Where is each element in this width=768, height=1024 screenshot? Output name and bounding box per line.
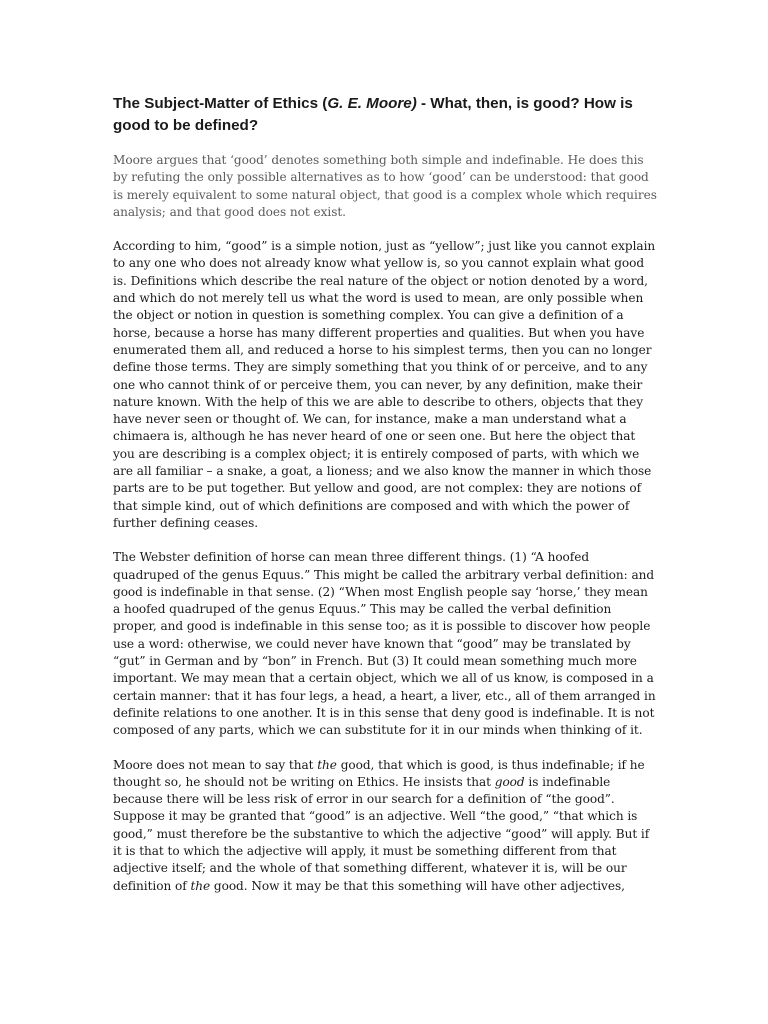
title-part-1: The Subject-Matter of Ethics (: [113, 95, 328, 112]
title-author: G. E. Moore): [327, 95, 417, 112]
emphasis-good: good: [494, 774, 525, 789]
emphasis-the-1: the: [317, 757, 337, 772]
paragraph-the-good: [113, 757, 658, 895]
paragraph-the-good-text-4: good. Now it may be that this something will have other adjectives,: [210, 878, 625, 893]
document-title: [113, 93, 658, 137]
paragraph-the-good-text-2: good, that which is good, is thus indefinable; if he thought so, he should not be writing on Ethics. He insists that: [113, 757, 645, 789]
paragraph-simple-notion: According to him, “good” is a simple notion, just as “yellow”; just like you cannot explain to any one who does not already know what yellow is, so you cannot explain what good is. Definitions which describe the real nature of the object or notion denoted by a word, and which do not merely tell us what the word is used to mean, are only possible when the object or notion in question is something complex. You can give a definition of a horse, because a horse has many different properties and qualities. But when you have enumerated them all, and reduced a horse to his simplest terms, then you can no longer define those terms. They are simply something that you think of or perceive, and to any one who cannot think of or perceive them, you can never, by any definition, make their nature known. With the help of this we are able to describe to others, objects that they have never seen or thought of. We can, for instance, make a man understand what a chimaera is, although he has never heard of one or seen one. But here the object that you are describing is a complex object; it is entirely composed of parts, with which we are all familiar – a snake, a goat, a lioness; and we also know the manner in which those parts are to be put together. But yellow and good, are not complex: they are notions of that simple kind, out of which definitions are composed and with which the power of further defining ceases.: [113, 239, 656, 530]
paragraph-the-good-text-3: is indefinable because there will be less risk of error in our search for a definition of “the good”. Suppose it may be granted that “good” is an adjective. Well “the good,” “that which is good,” must therefore be the substantive to which the adjective “good” will apply. But if it is that to which the adjective will apply, it must be something different from that adjective itself; and the whole of that something different, whatever it is, will be our definition of: [113, 774, 650, 893]
paragraph-webster-definition: The Webster definition of horse can mean three different things. (1) “A hoofed quadruped of the genus Equus.” This might be called the arbitrary verbal definition: and good is indefinable in that sense. (2) “When most English people say ‘horse,’ they mean a hoofed quadruped of the genus Equus.” This may be called the verbal definition proper, and good is indefinable in this sense too; as it is possible to discover how people use a word: otherwise, we could never have known that “good” may be translated by “gut” in German and by “bon” in French. But (3) It could mean something much more important. We may mean that a certain object, which we all of us know, is composed in a certain manner: that it has four legs, a head, a heart, a liver, etc., all of them arranged in definite relations to one another. It is in this sense that deny good is indefinable. It is not composed of any parts, which we can substitute for it in our minds when thinking of it.: [113, 550, 656, 738]
document-content: [113, 93, 658, 912]
intro-paragraph: Moore argues that ‘good’ denotes something both simple and indefinable. He does this by refuting the only possible alternatives as to how ‘good’ can be understood: that good is merely equivalent to some natural object, that good is a complex whole which requires analysis; and that good does not exist.: [113, 153, 657, 219]
emphasis-the-2: the: [190, 878, 211, 893]
title-part-2: - What, then, is good? How is good to be defined?: [113, 95, 633, 134]
paragraph-the-good-text-1: Moore does not mean to say that: [113, 757, 318, 772]
